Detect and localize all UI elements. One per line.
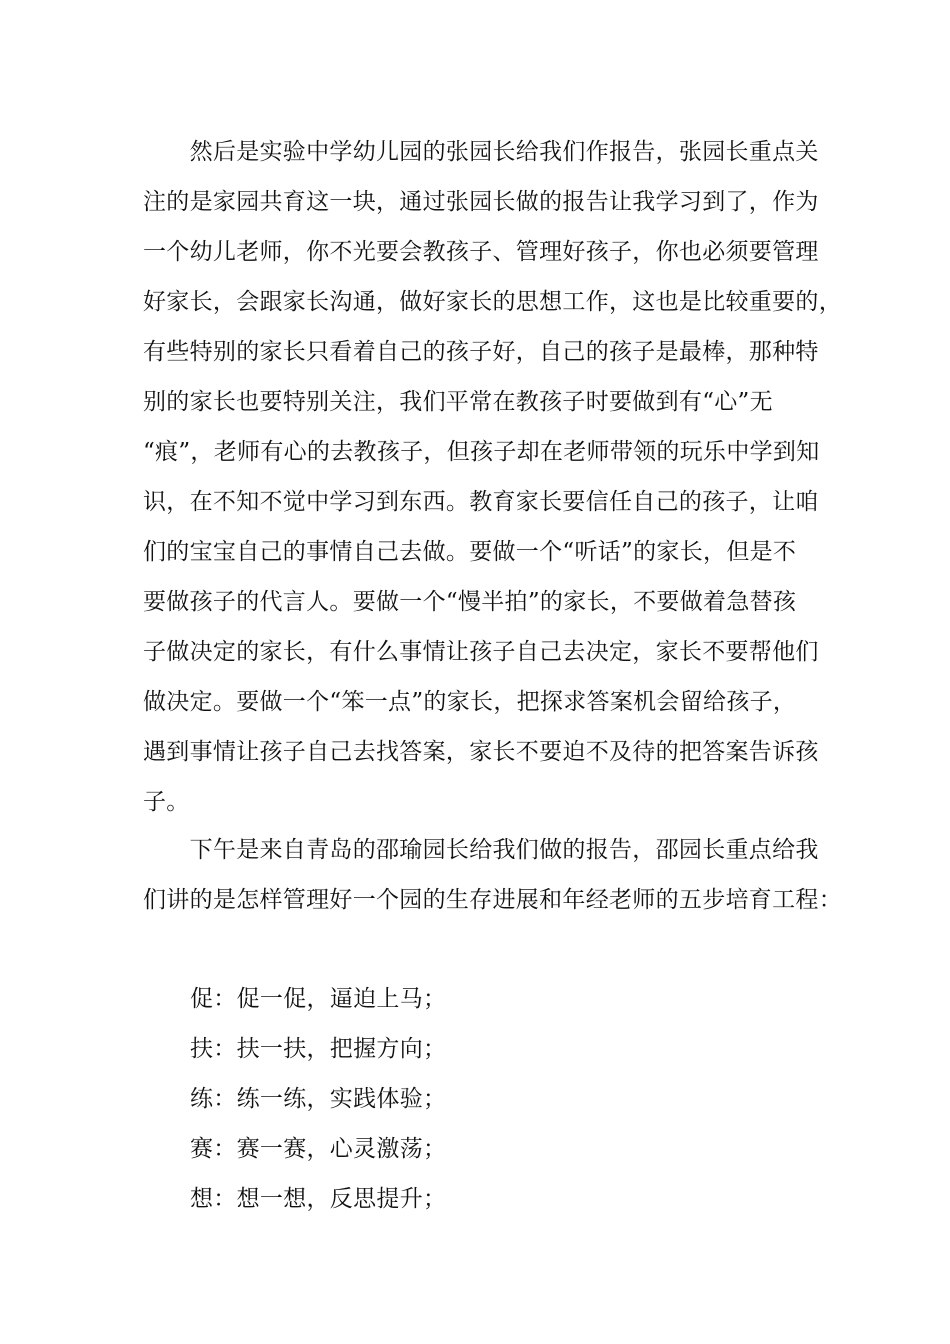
list-item: 想：想一想，反思提升； [190,1186,447,1212]
list-item: 扶：扶一扶，把握方向； [190,1036,447,1062]
list-item: 赛：赛一赛，心灵激荡； [190,1136,447,1162]
paragraph-report-zhang [143,127,842,827]
text-line: 别的家长也要特别关注，我们平常在教孩子时要做到有“心”无 [143,389,773,415]
text-line: 子。 [143,789,190,815]
paragraph-report-shao [143,825,842,925]
text-line: 注的是家园共育这一块，通过张园长做的报告让我学习到了，作为 [143,189,819,215]
text-line: 有些特别的家长只看着自己的孩子好，自己的孩子是最棒，那种特 [143,339,819,365]
text-line: 一个幼儿老师，你不光要会教孩子、管理好孩子，你也必须要管理 [143,239,819,265]
text-line: 好家长，会跟家长沟通，做好家长的思想工作，这也是比较重要的， [143,289,842,315]
text-line: 遇到事情让孩子自己去找答案，家长不要迫不及待的把答案告诉孩 [143,739,819,765]
text-line: 做决定。要做一个“笨一点”的家长，把探求答案机会留给孩子， [143,689,797,715]
list-item: 促：促一促，逼迫上马； [190,986,447,1012]
five-step-list [190,974,446,1224]
text-line: 子做决定的家长，有什么事情让孩子自己去决定，家长不要帮他们 [143,639,819,665]
text-line: 们讲的是怎样管理好一个园的生存进展和年经老师的五步培育工程： [143,887,842,913]
text-line: 们的宝宝自己的事情自己去做。要做一个“听话”的家长，但是不 [143,539,797,565]
text-line: 然后是实验中学幼儿园的张园长给我们作报告，张园长重点关 [143,139,819,165]
text-line: 要做孩子的代言人。要做一个“慢半拍”的家长，不要做着急替孩 [143,589,797,615]
text-line: 识，在不知不觉中学习到东西。教育家长要信任自己的孩子，让咱 [143,489,819,515]
list-item: 练：练一练，实践体验； [190,1086,447,1112]
text-line: “痕”，老师有心的去教孩子，但孩子却在老师带领的玩乐中学到知 [143,439,820,465]
text-line: 下午是来自青岛的邵瑜园长给我们做的报告，邵园长重点给我 [143,837,819,863]
